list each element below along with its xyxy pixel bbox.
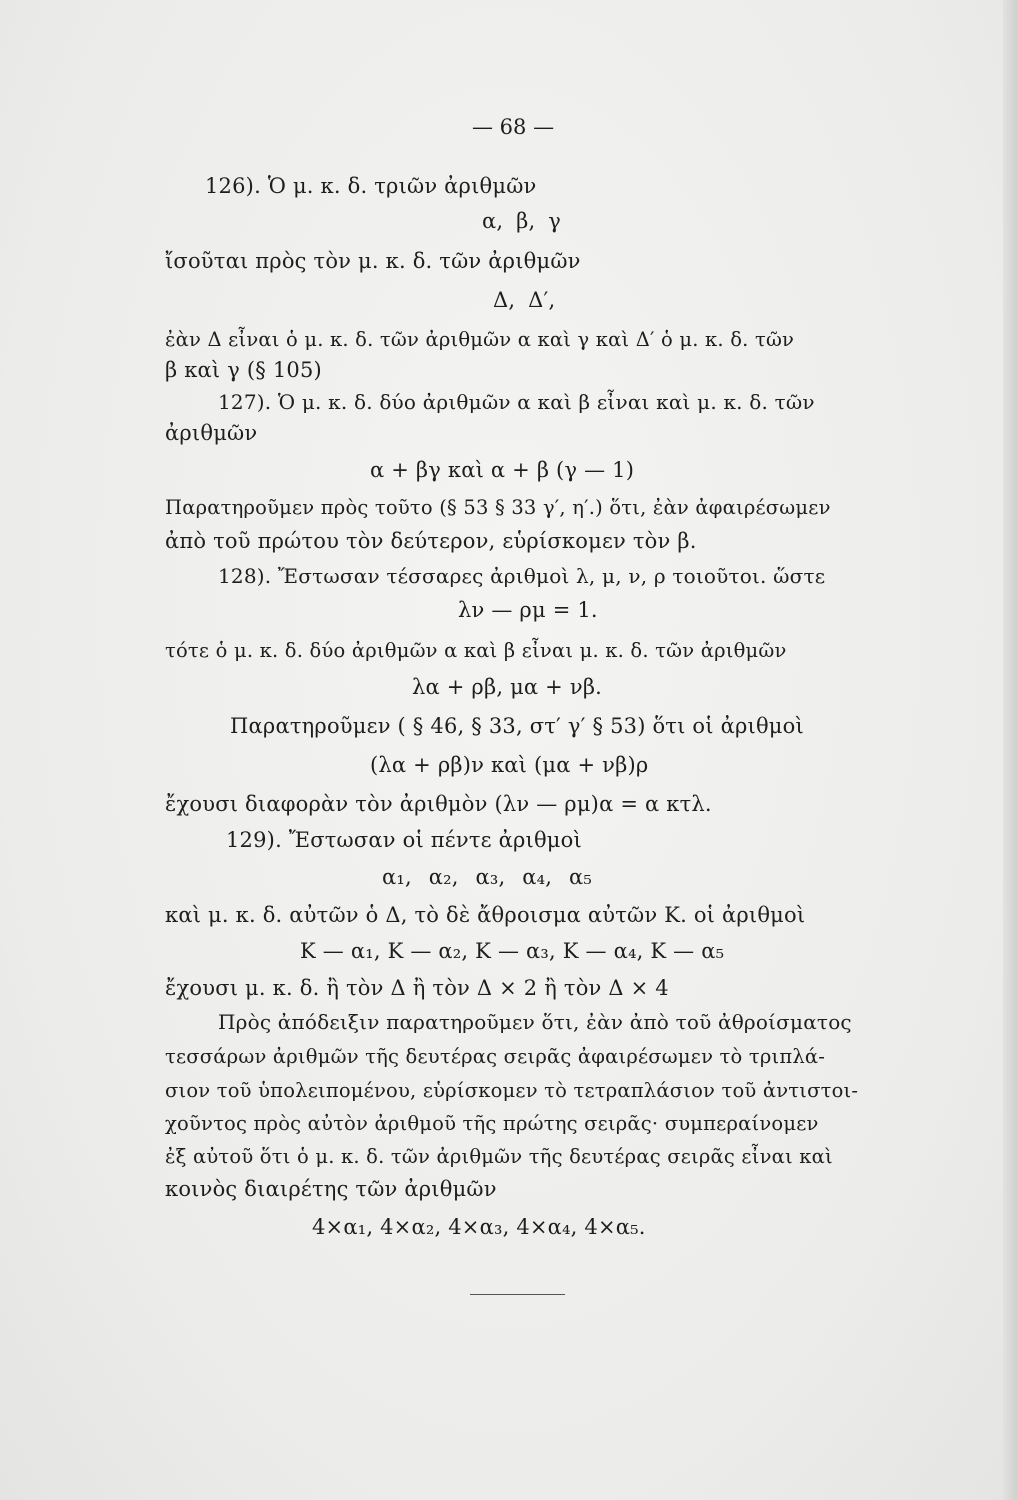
closing-rule (470, 1294, 565, 1295)
text-line: ἀριθμῶν (165, 421, 258, 445)
text-line: ἔχουσι διαφορὰν τὸν ἀριθμὸν (λν — ρμ)α = α κτλ. (165, 792, 712, 816)
text-line: Παρατηροῦμεν ( § 46, § 33, στ′ γ′ § 53) ὅτι οἱ ἀριθμοὶ (230, 714, 804, 738)
formula-128: λν — ρμ = 1. (458, 598, 598, 622)
text-line: σιον τοῦ ὑπολειπομένου, εὑρίσκομεν τὸ τετραπλάσιον τοῦ ἀντιστοι- (165, 1079, 859, 1102)
page-edge-shadow (1003, 0, 1017, 1500)
text-line: ἴσοῦται πρὸς τὸν μ. κ. δ. τῶν ἀριθμῶν (165, 249, 581, 273)
text-line: τεσσάρων ἀριθμῶν τῆς δευτέρας σειρᾶς ἀφαιρέσωμεν τὸ τριπλά- (165, 1045, 826, 1068)
page-number: — 68 — (472, 115, 555, 139)
text-line: τότε ὁ μ. κ. δ. δύο ἀριθμῶν α καὶ β εἶναι μ. κ. δ. τῶν ἀριθμῶν (165, 639, 787, 662)
text-line: Παρατηροῦμεν πρὸς τοῦτο (§ 53 § 33 γ′, η′.) ὅτι, ἐὰν ἀφαιρέσωμεν (165, 496, 831, 519)
formula-alphas: α₁, α₂, α₃, α₄, α₅ (382, 865, 593, 889)
formula-k-minus-alphas: Κ — α₁, Κ — α₂, Κ — α₃, Κ — α₄, Κ — α₅ (300, 939, 725, 963)
text-line: β καὶ γ (§ 105) (165, 358, 322, 382)
text-line-126-heading: 126). Ὁ μ. κ. δ. τριῶν ἀριθμῶν (205, 174, 537, 198)
text-line: ἐξ αὐτοῦ ὅτι ὁ μ. κ. δ. τῶν ἀριθμῶν τῆς δευτέρας σειρᾶς εἶναι καὶ (165, 1145, 833, 1168)
text-line-129-heading: 129). Ἔστωσαν οἱ πέντε ἀριθμοὶ (226, 828, 582, 852)
formula-4-alphas: 4×α₁, 4×α₂, 4×α₃, 4×α₄, 4×α₅. (312, 1215, 646, 1239)
formula-127: α + βγ καὶ α + β (γ — 1) (370, 458, 635, 482)
text-line-128-heading: 128). Ἔστωσαν τέσσαρες ἀριθμοὶ λ, μ, ν, ρ τοιοῦτοι. ὥστε (218, 564, 826, 588)
formula-delta: Δ, Δ′, (493, 288, 556, 312)
text-line: ἀπὸ τοῦ πρώτου τὸν δεύτερον, εὑρίσκομεν τὸν β. (165, 529, 697, 553)
text-line: ἔχουσι μ. κ. δ. ἢ τὸν Δ ἢ τὸν Δ × 2 ἢ τὸν Δ × 4 (165, 976, 669, 1000)
formula-abg: α, β, γ (482, 209, 561, 233)
formula-product: (λα + ρβ)ν καὶ (μα + νβ)ρ (370, 753, 649, 777)
text-line: Πρὸς ἀπόδειξιν παρατηροῦμεν ὅτι, ἐὰν ἀπὸ τοῦ ἀθροίσματος (218, 1010, 852, 1034)
text-line: καὶ μ. κ. δ. αὐτῶν ὁ Δ, τὸ δὲ ἄθροισμα αὐτῶν Κ. οἱ ἀριθμοὶ (165, 903, 806, 927)
formula-la-rb: λα + ρβ, μα + νβ. (412, 675, 603, 699)
text-line: ἐὰν Δ εἶναι ὁ μ. κ. δ. τῶν ἀριθμῶν α καὶ γ καὶ Δ′ ὁ μ. κ. δ. τῶν (165, 328, 795, 351)
text-line: χοῦντος πρὸς αὐτὸν ἀριθμοῦ τῆς πρώτης σειρᾶς· συμπεραίνομεν (165, 1112, 819, 1135)
text-line-127-heading: 127). Ὁ μ. κ. δ. δύο ἀριθμῶν α καὶ β εἶναι καὶ μ. κ. δ. τῶν (218, 390, 815, 414)
text-line: κοινὸς διαιρέτης τῶν ἀριθμῶν (165, 1177, 497, 1201)
